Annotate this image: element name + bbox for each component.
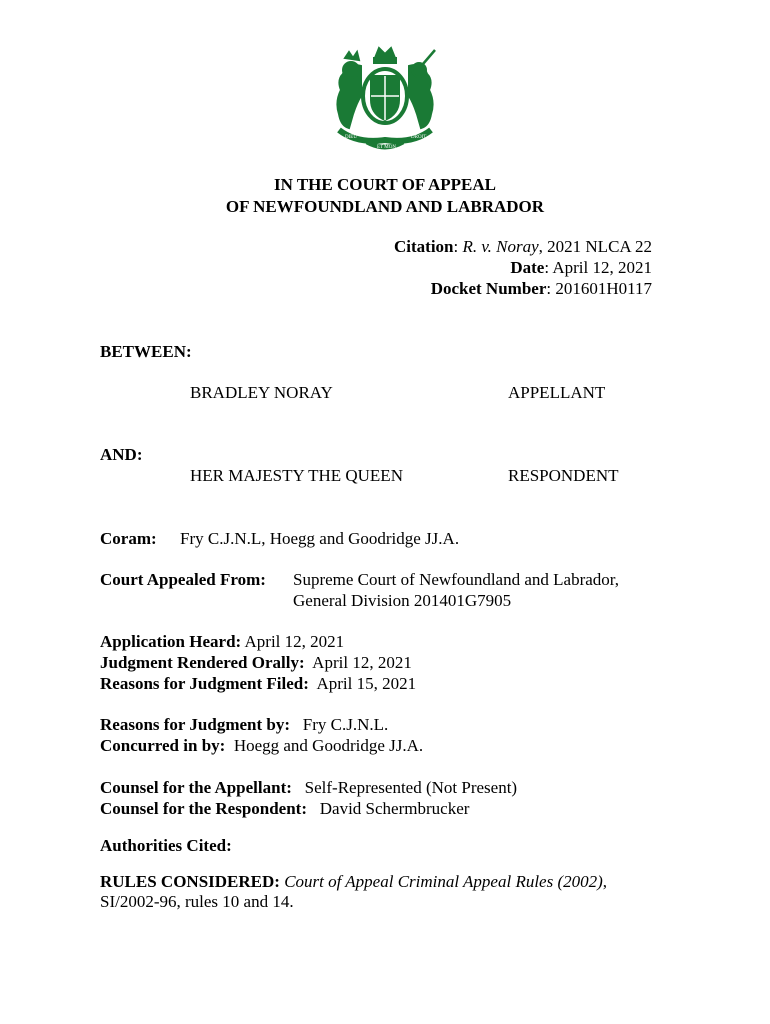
counsel-appellant-label: Counsel for the Appellant: xyxy=(100,778,292,797)
citation-block xyxy=(394,236,652,299)
date-line xyxy=(394,257,652,278)
docket-line xyxy=(394,278,652,299)
concurred-line xyxy=(100,736,423,756)
rules-title: Court of Appeal Criminal Appeal Rules (2002) xyxy=(279,872,603,891)
heading-line-2: OF NEWFOUNDLAND AND LABRADOR xyxy=(225,197,545,216)
application-heard-value: April 12, 2021 xyxy=(241,632,345,651)
motto-right: DROIT xyxy=(411,135,427,140)
reasons-filed-label: Reasons for Judgment Filed: xyxy=(100,674,309,693)
rules-considered-line xyxy=(100,872,607,892)
counsel-appellant-line xyxy=(100,778,517,798)
reasons-filed-value: April 15, 2021 xyxy=(308,674,417,693)
court-appealed-label: Court Appealed From: xyxy=(100,570,266,589)
citation-line: Citation: R. v. Noray, 2021 NLCA 22 xyxy=(394,237,652,256)
concurred-label: Concurred in by: xyxy=(100,736,226,755)
application-heard-label: Application Heard: xyxy=(100,632,242,651)
and-label: AND: xyxy=(100,445,143,464)
application-heard-line xyxy=(100,632,344,652)
authorities-cited-label: Authorities Cited: xyxy=(100,836,232,855)
counsel-respondent-line xyxy=(100,799,469,819)
appellant-name: BRADLEY NORAY xyxy=(190,383,333,402)
reasons-by-label: Reasons for Judgment by: xyxy=(100,715,291,734)
judgment-rendered-label: Judgment Rendered Orally: xyxy=(100,653,305,672)
heading-line-1: IN THE COURT OF APPEAL xyxy=(273,175,496,194)
docket-label: Docket Number xyxy=(430,279,547,298)
rules-line-2: SI/2002-96, rules 10 and 14. xyxy=(100,892,294,911)
concurred-value: Hoegg and Goodridge JJ.A. xyxy=(225,736,424,755)
reasons-filed-line xyxy=(100,674,416,694)
date-value: : April 12, 2021 xyxy=(544,258,652,277)
coram-value: Fry C.J.N.L, Hoegg and Goodridge JJ.A. xyxy=(180,529,460,548)
coram-label: Coram: xyxy=(100,529,157,548)
respondent-name: HER MAJESTY THE QUEEN xyxy=(190,466,403,485)
appellant-role: APPELLANT xyxy=(508,383,606,402)
judgment-rendered-value: April 12, 2021 xyxy=(304,653,412,672)
case-name: R. v. Noray xyxy=(462,237,539,256)
court-appealed-line-2: General Division 201401G7905 xyxy=(293,591,512,610)
counsel-appellant-value: Self-Represented (Not Present) xyxy=(291,778,518,797)
motto-bottom: ET MON xyxy=(377,145,396,150)
respondent-role: RESPONDENT xyxy=(508,466,619,485)
reasons-by-value: Fry C.J.N.L. xyxy=(290,715,389,734)
citation-label: Citation xyxy=(394,237,454,256)
court-heading xyxy=(0,174,770,218)
royal-coat-of-arms-icon xyxy=(327,44,443,152)
reasons-by-line xyxy=(100,715,388,735)
counsel-respondent-value: David Schermbrucker xyxy=(307,799,470,818)
counsel-respondent-label: Counsel for the Respondent: xyxy=(100,799,308,818)
court-appealed-line-1: Supreme Court of Newfoundland and Labrador, xyxy=(293,570,620,589)
judgment-rendered-line xyxy=(100,653,412,673)
date-label: Date xyxy=(510,258,545,277)
motto-left: DIEU xyxy=(345,135,357,140)
citation-reference: , 2021 NLCA 22 xyxy=(538,237,652,256)
rules-considered-label: RULES CONSIDERED: xyxy=(100,872,280,891)
docket-value: : 201601H0117 xyxy=(546,279,652,298)
between-label: BETWEEN: xyxy=(100,342,192,361)
rules-title-comma: , xyxy=(602,872,608,891)
